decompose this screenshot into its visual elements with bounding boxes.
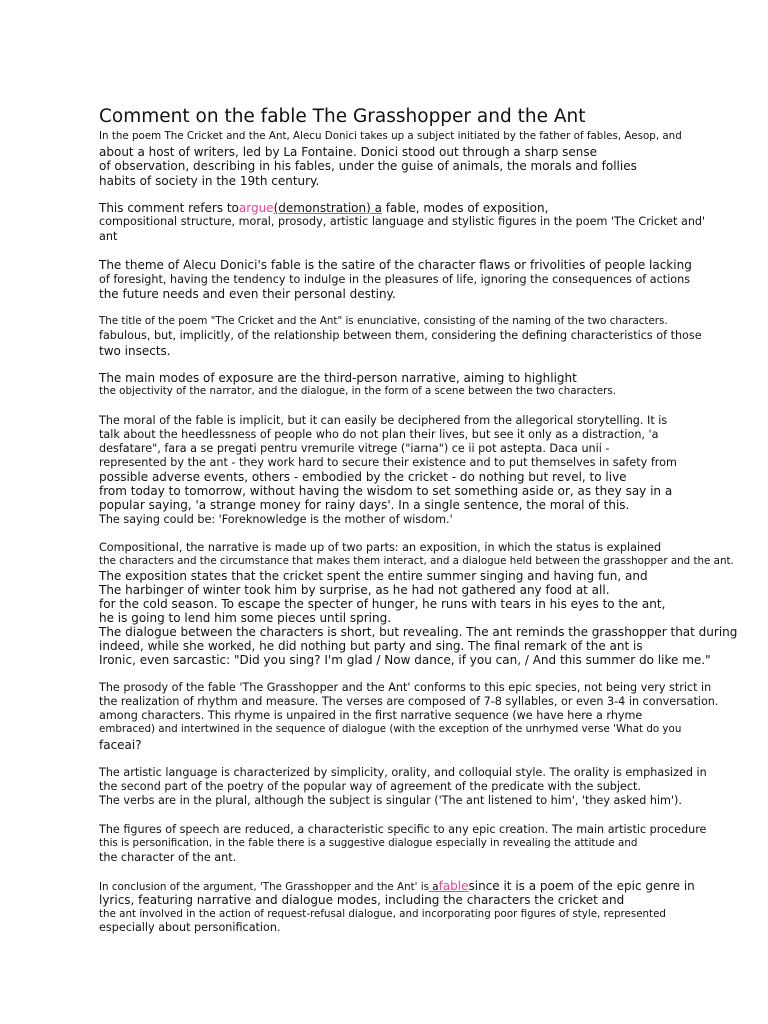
paragraph-line: from today to tomorrow, without having the wisdom to set something aside or, as they say in a (99, 484, 673, 498)
paragraph-line: possible adverse events, others - embodied by the cricket - do nothing but revel, to live (99, 470, 627, 484)
paragraph-line: The moral of the fable is implicit, but it can easily be deciphered from the allegorical storytelling. It is (99, 414, 668, 427)
paragraph-line: the characters and the circumstance that makes them interact, and a dialogue held between the grasshopper and the ant. (99, 555, 734, 567)
paragraph-line: about a host of writers, led by La Fontaine. Donici stood out through a sharp sense (99, 145, 598, 159)
paragraph-line: The harbinger of winter took him by surprise, as he had not gathered any food at all. (99, 583, 610, 597)
paragraph-line: popular saying, 'a strange money for rainy days'. In a single sentence, the moral of this. (99, 498, 630, 512)
paragraph-line: lyrics, featuring narrative and dialogue modes, including the characters the cricket and (99, 893, 625, 907)
paragraph-line: The dialogue between the characters is short, but revealing. The ant reminds the grasshopper that during (99, 625, 738, 639)
paragraph-line: indeed, while she worked, he did nothing but party and sing. The final remark of the ant is (99, 639, 643, 653)
highlighted-word-argue[interactable]: argue (238, 201, 274, 215)
paragraph-line: The verbs are in the plural, although the subject is singular ('The ant listened to him', 'they asked him'). (99, 794, 682, 807)
paragraph-line: The artistic language is characterized by simplicity, orality, and colloquial style. The orality is emphasized in (99, 766, 707, 779)
paragraph-line: the ant involved in the action of request-refusal dialogue, and incorporating poor figures of style, represented (99, 908, 666, 920)
paragraph-line: of observation, describing in his fables, under the guise of animals, the morals and follies (99, 159, 637, 173)
paragraph-line: of foresight, having the tendency to indulge in the pleasures of life, ignoring the consequences of actions (99, 273, 691, 286)
paragraph-line: the realization of rhythm and measure. The verses are composed of 7-8 syllables, or even 3-4 in conversation. (99, 695, 719, 708)
paragraph-line: he is going to lend him some pieces until spring. (99, 611, 392, 625)
paragraph-line: The exposition states that the cricket spent the entire summer singing and having fun, and (99, 569, 648, 583)
paragraph-line: The theme of Alecu Donici's fable is the satire of the character flaws or frivolities of people lacking (99, 258, 692, 272)
paragraph-line: The saying could be: 'Foreknowledge is the mother of wisdom.' (99, 513, 453, 526)
paragraph-line: The prosody of the fable 'The Grasshopper and the Ant' conforms to this epic species, not being very strict in (99, 681, 712, 694)
paragraph-line: represented by the ant - they work hard to secure their existence and to put themselves in safety from (99, 456, 677, 469)
paragraph-line: embraced) and intertwined in the sequence of dialogue (with the exception of the unrhymed verse 'What do you (99, 723, 682, 735)
paragraph-line: compositional structure, moral, prosody, artistic language and stylistic figures in the poem 'The Cricket and' (99, 215, 706, 228)
paragraph-line: Compositional, the narrative is made up of two parts: an exposition, in which the status is explained (99, 541, 662, 554)
paragraph-line: faceai? (99, 738, 142, 752)
paragraph-line: desfatare", fara a se pregati pentru vremurile vitrege ("iarna") ce ii pot astepta. Daca unii - (99, 442, 610, 455)
paragraph-line: two insects. (99, 344, 171, 358)
paragraph-line: The figures of speech are reduced, a characteristic specific to any epic creation. The main artistic procedure (99, 823, 707, 836)
underlined-phrase: (demonstration) a (273, 201, 382, 215)
paragraph-line: among characters. This rhyme is unpaired in the first narrative sequence (we have here a rhyme (99, 709, 643, 722)
paragraph-line: the character of the ant. (99, 851, 237, 864)
paragraph-line: especially about personification. (99, 921, 281, 934)
underlined-phrase: a (428, 881, 439, 893)
highlighted-word-fable[interactable]: fable (438, 879, 469, 893)
paragraph-line: habits of society in the 19th century. (99, 174, 320, 188)
paragraph-line: for the cold season. To escape the specter of hunger, he runs with tears in his eyes to the ant, (99, 597, 666, 611)
paragraph-line: the second part of the poetry of the popular way of agreement of the predicate with the subject. (99, 780, 641, 793)
document-title: Comment on the fable The Grasshopper and the Ant (99, 106, 586, 127)
paragraph-line: The main modes of exposure are the third-person narrative, aiming to highlight (99, 371, 577, 385)
paragraph-line: the objectivity of the narrator, and the dialogue, in the form of a scene between the two characters. (99, 385, 617, 397)
paragraph-line: The title of the poem "The Cricket and the Ant" is enunciative, consisting of the naming of the two characters. (99, 315, 668, 327)
paragraph-line: In conclusion of the argument, 'The Grasshopper and the Ant' is afablesince it is a poem of the epic genre in (99, 879, 695, 893)
paragraph-line: the future needs and even their personal destiny. (99, 287, 396, 301)
paragraph-line: This comment refers toargue(demonstration) a fable, modes of exposition, (99, 201, 549, 215)
paragraph-line: this is personification, in the fable there is a suggestive dialogue especially in revealing the attitude and (99, 837, 638, 849)
paragraph-line: fabulous, but, implicitly, of the relationship between them, considering the defining characteristics of those (99, 329, 702, 342)
paragraph-line: In the poem The Cricket and the Ant, Alecu Donici takes up a subject initiated by the father of fables, Aesop, and (99, 130, 682, 142)
paragraph-line: talk about the heedlessness of people who do not plan their lives, but see it only as a distraction, 'a (99, 428, 659, 441)
paragraph-line: Ironic, even sarcastic: "Did you sing? I'm glad / Now dance, if you can, / And this summer do like me." (99, 653, 711, 667)
paragraph-line: ant (99, 230, 118, 243)
